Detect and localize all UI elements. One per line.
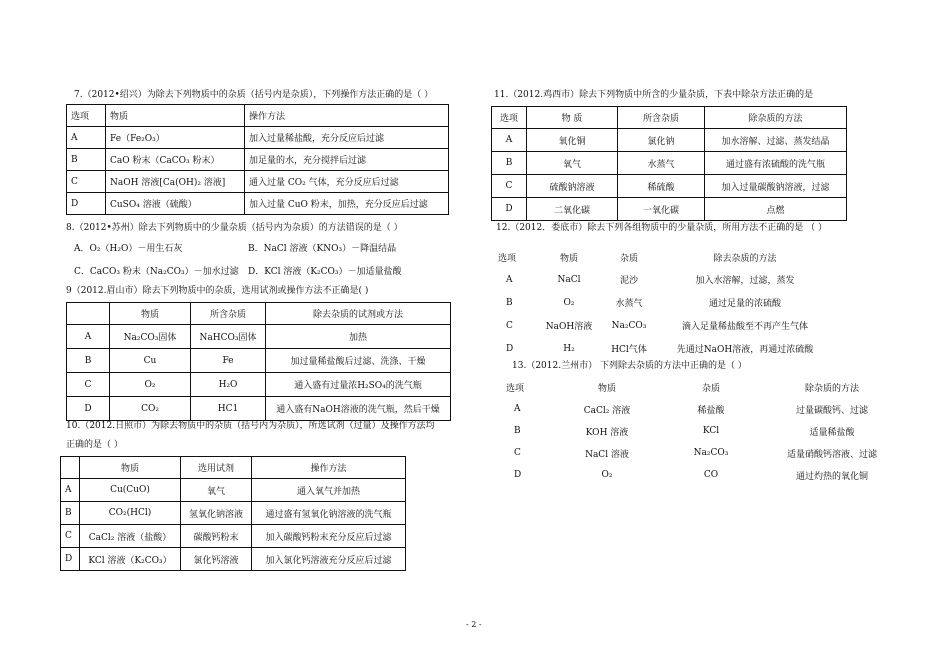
q8-option-a: A．O₂（H₂O）－用生石灰	[74, 244, 183, 254]
table-cell: 加入过量 CuO 粉末，加热，充分反应后过滤	[245, 193, 449, 215]
table-cell: 通入过量 CO₂ 气体，充分反应后过滤	[245, 171, 449, 193]
table-cell: D	[61, 548, 80, 571]
table-cell: D	[514, 470, 522, 480]
table-cell: 通入盛有NaOH溶液的洗气瓶，然后干燥	[266, 397, 451, 421]
table-cell: 水蒸气	[615, 299, 643, 309]
table-cell: D	[506, 343, 514, 354]
q7-header-option: 选项	[67, 105, 106, 127]
table-cell: HCl气体	[611, 345, 647, 355]
table-cell: 氧气	[527, 152, 618, 175]
table-cell: CaCl₂ 溶液（盐酸）	[80, 525, 181, 548]
table-cell: Cu(CuO)	[80, 479, 181, 502]
table-cell: 先通过NaOH溶液，再通过浓硫酸	[676, 345, 814, 355]
q12-header-substance: 物质	[559, 253, 578, 264]
table-cell: A	[514, 404, 521, 414]
table-cell: B	[506, 297, 513, 308]
table-cell: Cu	[110, 349, 191, 373]
table-cell: A	[67, 127, 106, 149]
q10-header-method: 操作方法	[252, 457, 406, 479]
q12-table	[496, 246, 832, 360]
table-cell: B	[61, 502, 80, 525]
page-number: - 2 -	[466, 620, 482, 629]
q12-header-method: 除去杂质的方法	[713, 253, 777, 264]
table-cell: B	[67, 349, 110, 373]
q13-header-option: 选项	[506, 384, 525, 394]
table-cell: C	[67, 171, 106, 193]
q11-header-option: 选项	[492, 107, 527, 129]
q10-title-line2: 正确的是（ ）	[66, 440, 123, 450]
table-cell: B	[67, 149, 106, 171]
q13-table	[504, 377, 896, 486]
table-cell: 氯化钠	[618, 129, 705, 152]
table-cell: 点燃	[705, 198, 847, 221]
q10-header-reagent: 选用试剂	[181, 457, 252, 479]
q8-title: 8.（2012•苏州）除去下列物质中的少量杂质（括号内为杂质）的方法错误的是（ ）	[66, 223, 403, 233]
table-cell: 过量碳酸钙、过滤	[795, 405, 868, 416]
table-cell: Na₂CO₃	[611, 320, 647, 331]
table-cell: KOH 溶液	[585, 427, 629, 438]
table-cell: C	[506, 320, 513, 331]
table-cell: C	[514, 448, 521, 458]
table-cell: 氧气	[181, 479, 252, 502]
table-cell: D	[492, 198, 527, 221]
table-cell: 通入氧气并加热	[252, 479, 406, 502]
table-cell: 适量硝酸钙溶液、过滤	[786, 449, 877, 460]
q11-header-impurity: 所含杂质	[618, 107, 705, 129]
q9-header-option	[67, 303, 110, 325]
q7-table	[66, 104, 449, 215]
q8-option-d: D．KCl 溶液（K₂CO₃）－加适量盐酸	[248, 267, 402, 277]
table-cell: 碳酸钙粉末	[181, 525, 252, 548]
q11-table	[491, 106, 847, 221]
table-cell: H₂O	[191, 373, 266, 397]
table-cell: 加入过量稀盐酸，充分反应后过滤	[245, 127, 449, 149]
table-cell: 氢氧化钠溶液	[181, 502, 252, 525]
table-cell: Na₂CO₃固体	[110, 325, 191, 349]
table-cell: NaCl 溶液	[585, 449, 629, 460]
q11-title: 11.（2012.鸡西市）除去下列物质中所含的少量杂质，下表中除杂方法正确的是	[494, 90, 814, 100]
table-cell: Na₂CO₃	[693, 448, 729, 458]
q9-table	[66, 302, 451, 421]
table-cell: 氧化铜	[527, 129, 618, 152]
table-cell: A	[506, 274, 513, 285]
table-cell: 通过灼热的氧化铜	[795, 471, 868, 482]
table-cell: 通过盛有浓硫酸的洗气瓶	[705, 152, 847, 175]
table-cell: 泥沙	[619, 276, 638, 286]
table-cell: NaHCO₃固体	[191, 325, 266, 349]
table-cell: 氯化钙溶液	[181, 548, 252, 571]
q10-header-option	[61, 457, 80, 479]
table-cell: 二氧化碳	[527, 198, 618, 221]
table-cell: CaCl₂ 溶液	[583, 405, 631, 416]
q13-header-substance: 物质	[597, 384, 616, 394]
q9-header-impurity: 所含杂质	[191, 303, 266, 325]
q10-header-substance: 物质	[80, 457, 181, 479]
table-cell: CO₂	[110, 397, 191, 421]
table-cell: 滴入足量稀盐酸至不再产生气体	[681, 322, 808, 332]
table-cell: C	[67, 373, 110, 397]
table-cell: 加入过量碳酸钠溶液，过滤	[705, 175, 847, 198]
table-cell: H₂	[563, 343, 575, 354]
table-cell: 硫酸钠溶液	[527, 175, 618, 198]
q12-header-option: 选项	[498, 253, 517, 264]
table-cell: Fe（Fe₂O₃）	[106, 127, 245, 149]
q8-option-b: B．NaCl 溶液（KNO₃）－降温结晶	[248, 244, 397, 254]
table-cell: Fe	[191, 349, 266, 373]
table-cell: 加入水溶解，过滤，蒸发	[695, 276, 795, 286]
q8-option-c: C．CaCO₃ 粉末（Na₂CO₃）－加水过滤	[74, 267, 239, 277]
table-cell: 一氧化碳	[618, 198, 705, 221]
q13-title: 13.（2012.兰州市） 下列除去杂质的方法中正确的是（ ）	[512, 361, 747, 371]
table-cell: KCl	[702, 426, 720, 436]
q12-title: 12.（2012．娄底市）除去下列各组物质中的少量杂质，所用方法不正确的是 （ ）	[496, 223, 827, 233]
table-cell: CuSO₄ 溶液（硫酸）	[106, 193, 245, 215]
table-cell: CaO 粉末（CaCO₃ 粉末）	[106, 149, 245, 171]
table-cell: NaOH溶液	[545, 322, 593, 332]
q9-header-method: 除去杂质的试剂或方法	[266, 303, 451, 325]
table-cell: D	[67, 193, 106, 215]
table-cell: O₂	[110, 373, 191, 397]
table-cell: 加入碳酸钙粉末充分反应后过滤	[252, 525, 406, 548]
table-cell: 稀盐酸	[697, 405, 725, 416]
q10-table	[60, 456, 406, 571]
q13-header-impurity: 杂质	[701, 384, 720, 394]
q10-title-line1: 10.（2012.日照市）为除去物质中的杂质（括号内为杂质），所选试剂（过量）及操作方法均	[66, 421, 435, 431]
table-cell: NaOH 溶液[Ca(OH)₂ 溶液]	[106, 171, 245, 193]
q7-title: 7.（2012•绍兴）为除去下列物质中的杂质（括号内是杂质），下列操作方法正确的是（ ）	[74, 90, 434, 100]
q11-header-method: 除杂质的方法	[705, 107, 847, 129]
table-cell: A	[61, 479, 80, 502]
table-cell: 加过量稀盐酸后过滤、洗涤、干燥	[266, 349, 451, 373]
q7-header-method: 操作方法	[245, 105, 449, 127]
q9-header-substance: 物质	[110, 303, 191, 325]
table-cell: A	[67, 325, 110, 349]
table-cell: 通过足量的浓硫酸	[708, 299, 781, 309]
table-cell: D	[67, 397, 110, 421]
table-cell: 稀硫酸	[618, 175, 705, 198]
table-cell: HC1	[191, 397, 266, 421]
q9-title: 9（2012.眉山市）除去下列物质中的杂质，选用试剂或操作方法不正确是( )	[66, 286, 369, 296]
table-cell: 加入氯化钙溶液充分反应后过滤	[252, 548, 406, 571]
table-cell: B	[514, 426, 521, 436]
table-cell: 水蒸气	[618, 152, 705, 175]
table-cell: 加热	[266, 325, 451, 349]
table-cell: 加水溶解、过滤、蒸发结晶	[705, 129, 847, 152]
q7-header-substance: 物质	[106, 105, 245, 127]
table-cell: 加足量的水，充分搅拌后过滤	[245, 149, 449, 171]
table-cell: NaCl	[557, 274, 581, 285]
table-cell: O₂	[563, 297, 575, 308]
table-cell: 通过盛有氢氧化钠溶液的洗气瓶	[252, 502, 406, 525]
table-cell: 适量稀盐酸	[809, 427, 855, 438]
table-cell: C	[61, 525, 80, 548]
table-cell: KCl 溶液（K₂CO₃）	[80, 548, 181, 571]
table-cell: A	[492, 129, 527, 152]
table-cell: O₂	[601, 470, 613, 480]
q13-header-method: 除杂质的方法	[804, 384, 859, 394]
table-cell: B	[492, 152, 527, 175]
table-cell: CO	[703, 470, 719, 480]
table-cell: C	[492, 175, 527, 198]
q12-header-impurity: 杂质	[619, 253, 638, 264]
q11-header-substance: 物 质	[527, 107, 618, 129]
table-cell: 通入盛有过量浓H₂SO₄的洗气瓶	[266, 373, 451, 397]
table-cell: CO₂(HCl)	[80, 502, 181, 525]
